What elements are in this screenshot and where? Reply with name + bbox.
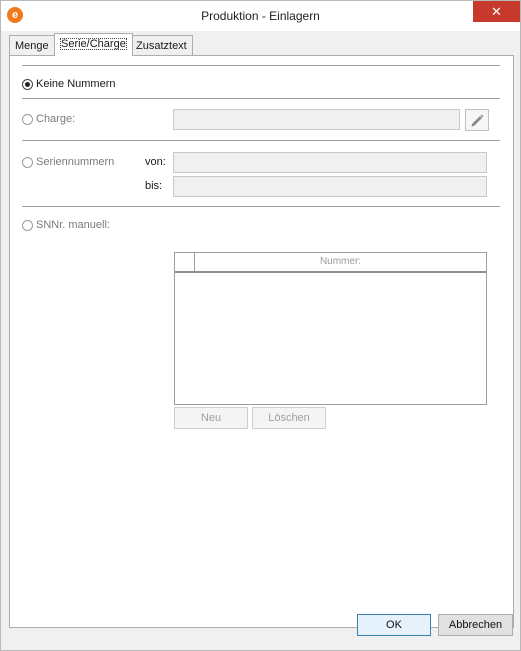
close-button[interactable]: ✕ bbox=[473, 1, 520, 22]
serial-number-grid[interactable] bbox=[174, 252, 487, 405]
charge-field[interactable] bbox=[173, 109, 460, 130]
seriennummern-label[interactable]: Seriennummern bbox=[36, 156, 115, 168]
window-title: Produktion - Einlagern bbox=[201, 9, 320, 23]
tab-zusatztext[interactable] bbox=[130, 35, 193, 56]
separator bbox=[22, 140, 500, 141]
tab-serie-charge-label: Serie/Charge bbox=[61, 38, 126, 50]
von-label: von: bbox=[145, 156, 166, 168]
tab-panel-serie-charge bbox=[9, 55, 514, 628]
title-bar[interactable] bbox=[1, 1, 520, 31]
cancel-button[interactable]: Abbrechen bbox=[438, 614, 513, 636]
bis-field[interactable] bbox=[173, 176, 487, 197]
separator bbox=[22, 206, 500, 207]
new-button[interactable]: Neu bbox=[174, 407, 248, 429]
delete-button[interactable]: Löschen bbox=[252, 407, 326, 429]
separator bbox=[22, 65, 500, 66]
snnr-manuell-label[interactable]: SNNr. manuell: bbox=[36, 219, 110, 231]
keine-nummern-label[interactable]: Keine Nummern bbox=[36, 78, 116, 90]
snnr-manuell-radio[interactable] bbox=[22, 220, 33, 231]
tab-zusatztext-label: Zusatztext bbox=[136, 40, 187, 52]
grid-column-header-nummer[interactable]: Nummer: bbox=[319, 256, 362, 267]
app-logo-icon: e bbox=[7, 7, 23, 23]
ok-button[interactable]: OK bbox=[357, 614, 431, 636]
charge-edit-button[interactable] bbox=[465, 109, 489, 131]
separator bbox=[22, 98, 500, 99]
dialog-body bbox=[1, 31, 520, 650]
charge-radio[interactable] bbox=[22, 114, 33, 125]
grid-header bbox=[175, 253, 486, 273]
keine-nummern-radio[interactable] bbox=[22, 79, 33, 90]
tab-serie-charge[interactable] bbox=[54, 33, 133, 56]
seriennummern-radio[interactable] bbox=[22, 157, 33, 168]
tab-menge-label: Menge bbox=[15, 40, 49, 52]
von-field[interactable] bbox=[173, 152, 487, 173]
pencil-icon bbox=[466, 110, 488, 130]
grid-row-header-corner bbox=[175, 253, 195, 271]
bis-label: bis: bbox=[145, 180, 163, 192]
tab-menge[interactable] bbox=[9, 35, 55, 56]
charge-label[interactable]: Charge: bbox=[36, 113, 76, 125]
